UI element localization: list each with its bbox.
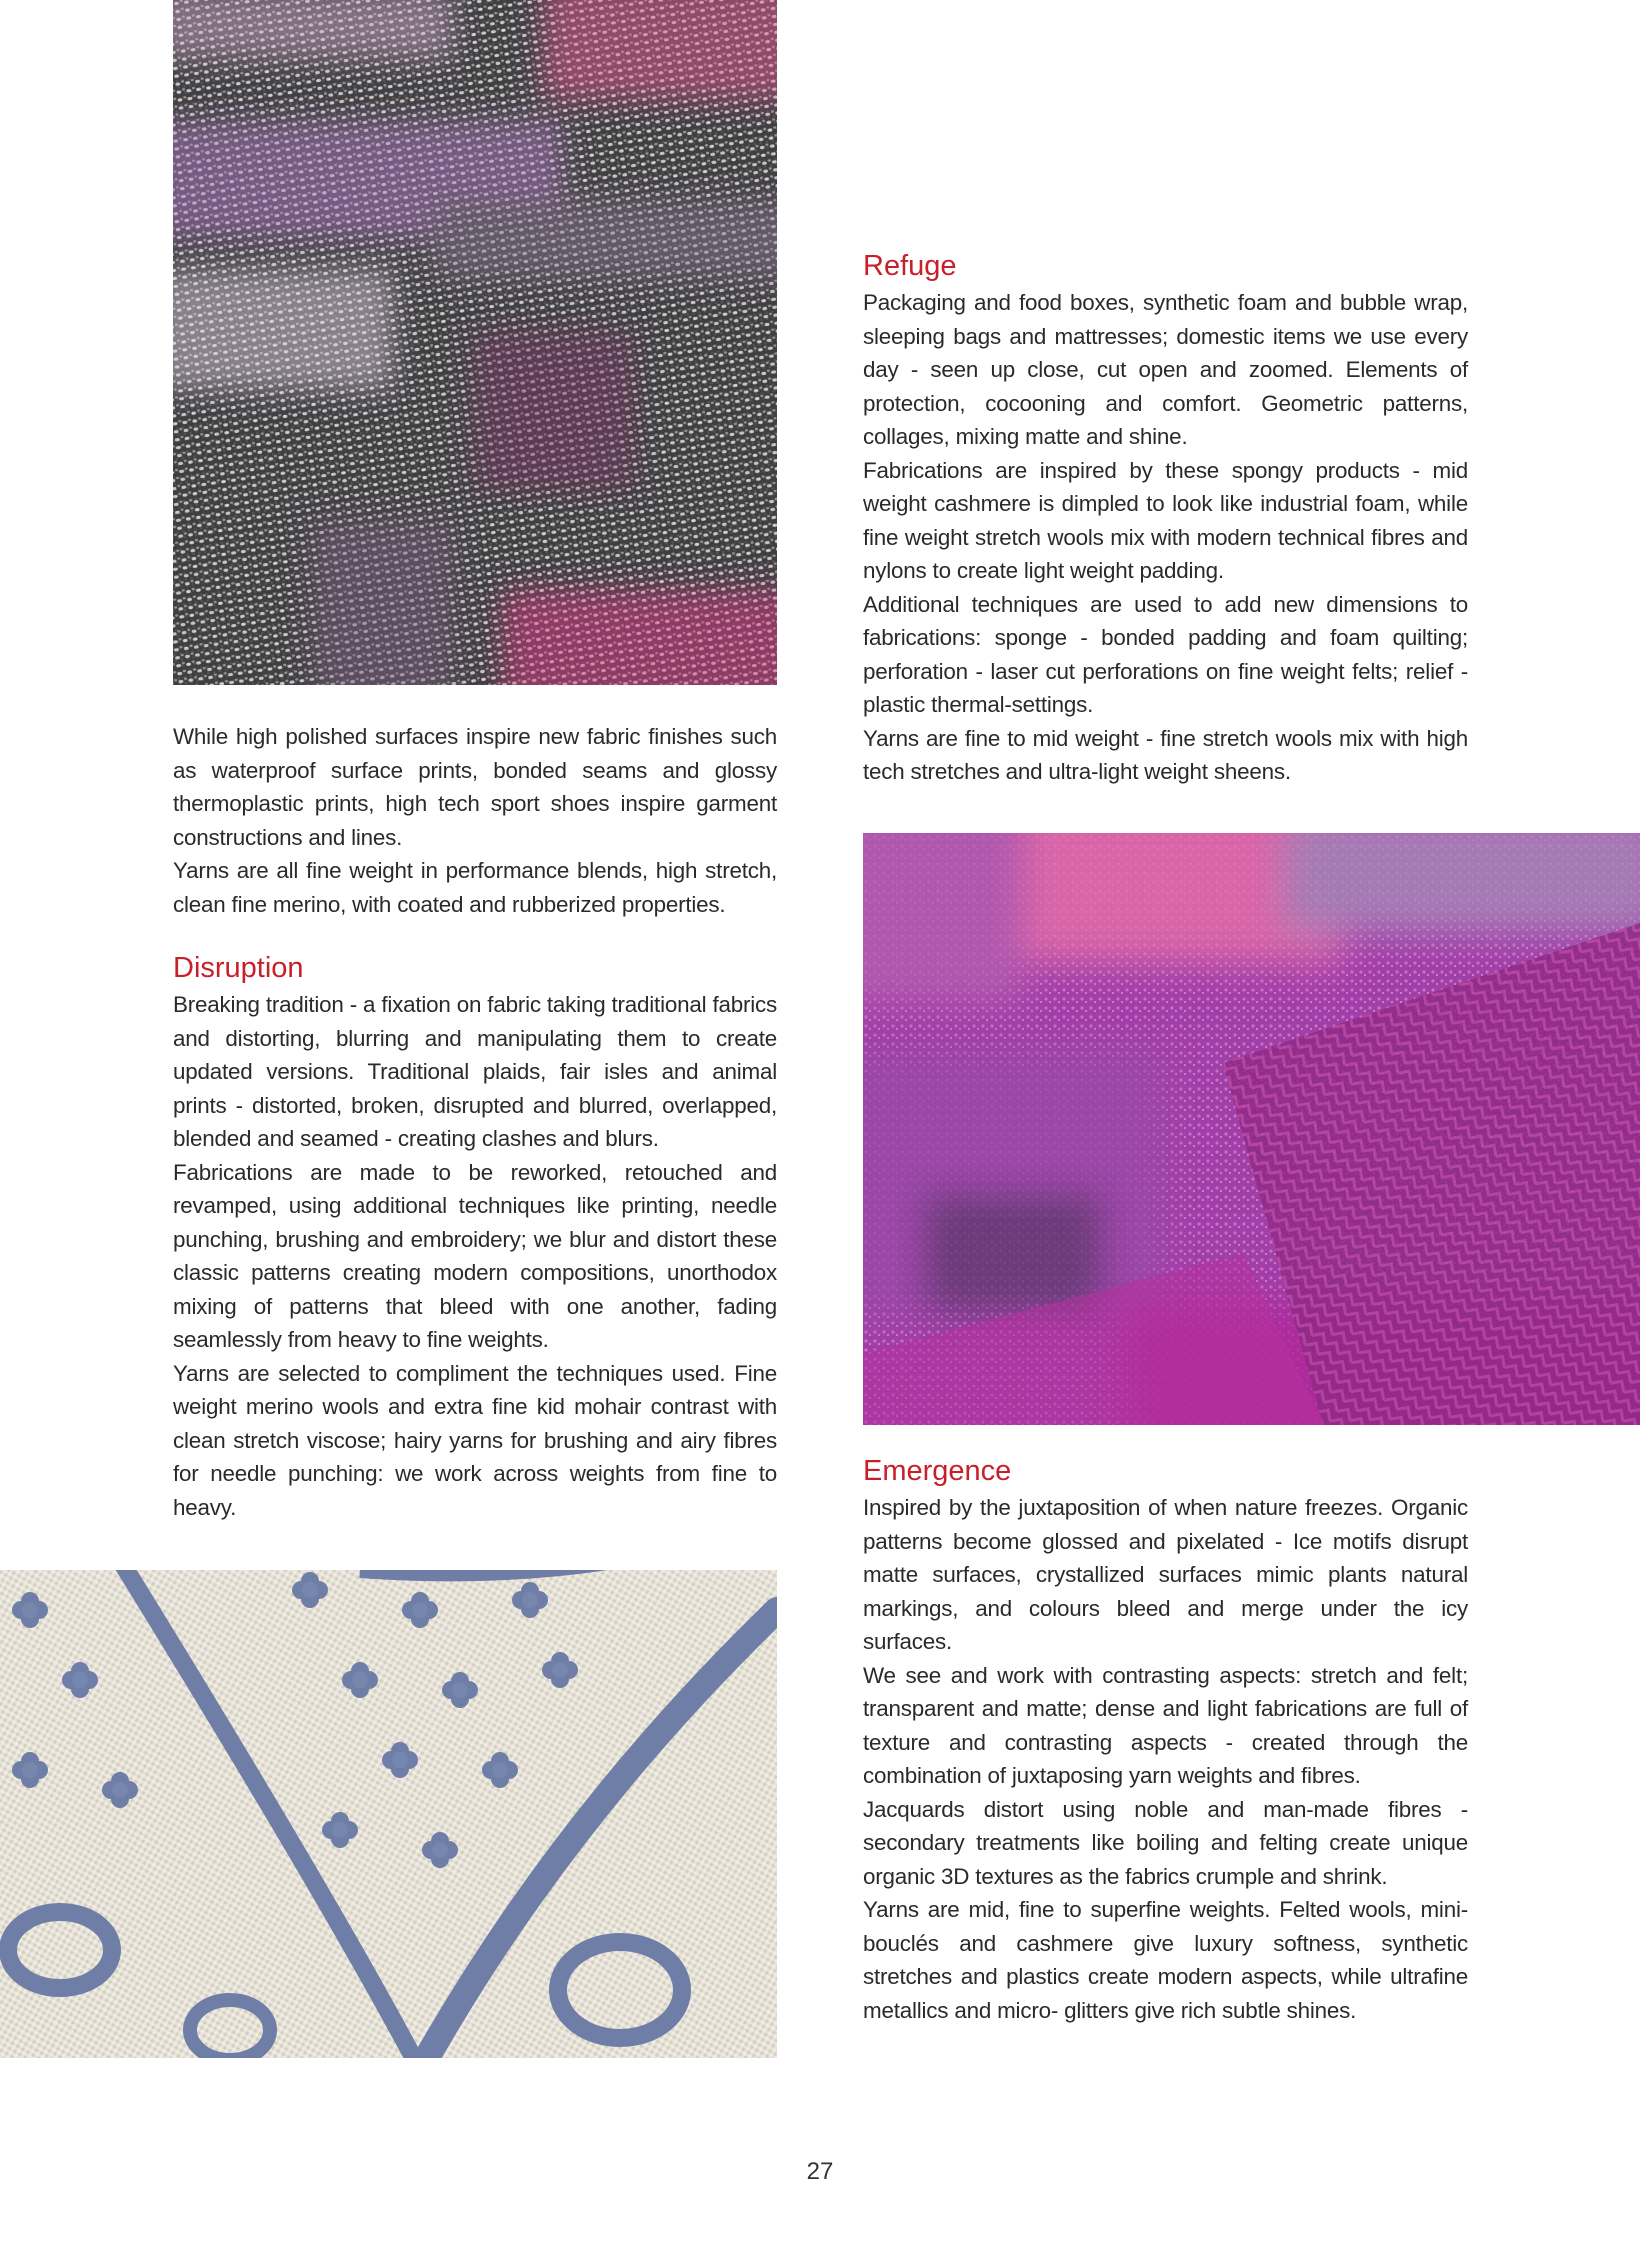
disruption-paragraph: Yarns are selected to compliment the techniques used. Fine weight merino wools and extra fine kid mohair contrast with clean stretch viscose; hairy yarns for brushing and airy fibres for needle punching: we work across weights from fine to heavy. xyxy=(173,1360,777,1520)
refuge-paragraph: Fabrications are inspired by these spongy products - mid weight cashmere is dimpled to look like industrial foam, while fine weight stretch wools mix with modern technical fibres and nylons to create light weight padding. xyxy=(863,457,1468,583)
emergence-paragraph: We see and work with contrasting aspects: stretch and felt; transparent and matte; dense and light fabrications are full of texture and contrasting aspects - created through the combination of juxtaposing yarn weights and fibres. xyxy=(863,1662,1468,1788)
refuge-paragraph: Yarns are fine to mid weight - fine stretch wools mix with high tech stretches and ultra-light weight sheens. xyxy=(863,725,1468,784)
emergence-heading: Emergence xyxy=(863,1455,1012,1487)
magenta-knit-photo xyxy=(863,833,1640,1425)
disruption-paragraph: Fabrications are made to be reworked, retouched and revamped, using additional techniques like printing, needle punching, brushing and embroidery; we blur and distort these classic patterns creating modern compositions, unorthodox mixing of patterns that bleed with one another, fading seamlessly from heavy to fine weights. xyxy=(173,1159,777,1352)
refuge-paragraph: Additional techniques are used to add new dimensions to fabrications: sponge - bonded padding and foam quilting; perforation - laser cut perforations on fine weight felts; relief - plastic thermal-settings. xyxy=(863,591,1468,717)
disruption-heading: Disruption xyxy=(173,952,304,984)
refuge-heading: Refuge xyxy=(863,250,957,282)
refuge-section xyxy=(863,248,1468,789)
intro-text-block xyxy=(173,720,777,921)
emergence-section xyxy=(863,1453,1468,2027)
intro-paragraph: Yarns are all fine weight in performance blends, high stretch, clean fine merino, with coated and rubberized properties. xyxy=(173,858,777,917)
emergence-paragraph: Jacquards distort using noble and man-made fibres - secondary treatments like boiling and felting create unique organic 3D textures as the fabrics crumple and shrink. xyxy=(863,1796,1468,1889)
knit-plaid-photo xyxy=(173,0,777,685)
emergence-paragraph: Inspired by the juxtaposition of when nature freezes. Organic patterns become glossed and pixelated - Ice motifs disrupt matte surfaces, crystallized surfaces mimic plants natural markings, and colours bleed and merge under the icy surfaces. xyxy=(863,1495,1468,1654)
disruption-paragraph: Breaking tradition - a fixation on fabric taking traditional fabrics and distorting, blurring and manipulating them to create updated versions. Traditional plaids, fair isles and animal prints - distorted, broken, disrupted and blurred, overlapped, blended and seamed - creating clashes and blurs. xyxy=(173,992,777,1151)
disruption-section xyxy=(173,950,777,1524)
page-number: 27 xyxy=(806,2158,834,2185)
refuge-paragraph: Packaging and food boxes, synthetic foam and bubble wrap, sleeping bags and mattresses; domestic items we use every day - seen up close, cut open and zoomed. Elements of protection, cocooning and comfort. Geometric patterns, collages, mixing matte and shine. xyxy=(863,290,1468,449)
jacquard-dots-photo xyxy=(0,1570,777,2058)
intro-paragraph: While high polished surfaces inspire new fabric finishes such as waterproof surface prints, bonded seams and glossy thermoplastic prints, high tech sport shoes inspire garment constructions and lines. xyxy=(173,724,777,850)
emergence-paragraph: Yarns are mid, fine to superfine weights. Felted wools, mini-bouclés and cashmere give luxury softness, synthetic stretches and plastics create modern aspects, while ultrafine metallics and micro- glitters give rich subtle shines. xyxy=(863,1897,1468,2023)
